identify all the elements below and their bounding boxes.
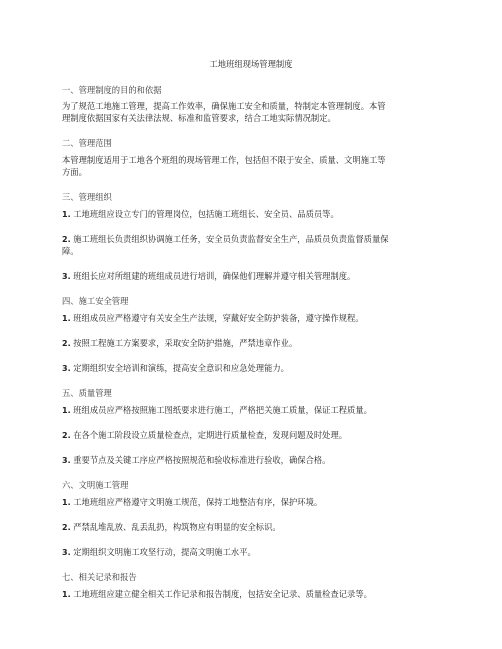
list-item	[62, 455, 442, 466]
item-number: 2.	[62, 339, 71, 348]
item-number: 3.	[62, 456, 71, 465]
paragraph-line: 障。	[62, 246, 79, 256]
item-text: 重要节点及关键工序应严格按照规范和验收标准进行验收，确保合格。	[73, 455, 331, 465]
section-heading: 四、施工安全管理	[62, 296, 129, 306]
item-number: 1.	[62, 210, 71, 219]
item-number: 1.	[62, 498, 71, 507]
paragraph-line: 理制度依据国家有关法律法规、标准和监管要求，结合工地实际情况制定。	[62, 113, 336, 123]
list-item	[62, 547, 442, 558]
item-text: 施工班组长负责组织协调施工任务，安全员负责监督安全生产，品质员负责监督质量保	[73, 234, 389, 244]
list-item	[62, 209, 442, 220]
item-text: 工地班组应设立专门的管理岗位，包括施工班组长、安全员、品质员等。	[73, 209, 339, 219]
item-text: 严禁乱堆乱放、乱丢乱扔，构筑物应有明显的安全标识。	[73, 522, 281, 532]
item-number: 3.	[62, 364, 71, 373]
item-number: 2.	[62, 523, 71, 532]
list-item	[62, 497, 442, 508]
list-item	[62, 430, 442, 441]
list-item	[62, 405, 442, 416]
section-heading: 六、文明施工管理	[62, 480, 129, 490]
section-heading: 七、相关记录和报告	[62, 572, 137, 582]
paragraph-line: 方面。	[62, 167, 87, 177]
paragraph-line: 为了规范工地施工管理，提高工作效率，确保施工安全和质量，特制定本管理制度。本管	[62, 101, 386, 111]
list-item	[62, 589, 442, 600]
item-number: 1.	[62, 590, 71, 599]
item-number: 2.	[62, 235, 71, 244]
list-item	[62, 271, 442, 282]
section-heading: 三、管理组织	[62, 192, 112, 202]
list-item	[62, 313, 442, 324]
list-item	[62, 363, 442, 374]
item-number: 3.	[62, 548, 71, 557]
item-text: 在各个施工阶段设立质量检查点，定期进行质量检查，发现问题及时处理。	[73, 430, 348, 440]
item-text: 班组成员应严格遵守有关安全生产法规，穿戴好安全防护装备，遵守操作规程。	[73, 313, 364, 323]
item-text: 工地班组应严格遵守文明施工规范，保持工地整洁有序，保护环境。	[73, 497, 323, 507]
section-heading: 五、质量管理	[62, 388, 112, 398]
item-text: 定期组织文明施工攻坚行动，提高文明施工水平。	[73, 547, 256, 557]
document-title: 工地班组现场管理制度	[209, 59, 293, 69]
item-number: 2.	[62, 431, 71, 440]
list-item	[62, 338, 442, 349]
item-number: 3.	[62, 272, 71, 281]
list-item	[62, 522, 442, 533]
item-number: 1.	[62, 406, 71, 415]
item-text: 按照工程施工方案要求，采取安全防护措施，严禁违章作业。	[73, 338, 298, 348]
section-heading: 二、管理范围	[62, 138, 112, 148]
item-number: 1.	[62, 314, 71, 323]
list-item	[62, 234, 442, 245]
section-heading: 一、管理制度的目的和依据	[62, 85, 162, 95]
item-text: 定期组织安全培训和演练，提高安全意识和应急处理能力。	[73, 363, 289, 373]
paragraph-line: 本管理制度适用于工地各个班组的现场管理工作，包括但不限于安全、质量、文明施工等	[62, 155, 386, 165]
item-text: 班组成员应严格按照施工图纸要求进行施工，严格把关施工质量，保证工程质量。	[73, 405, 372, 415]
item-text: 班组长应对所组建的班组成员进行培训，确保他们理解并遵守相关管理制度。	[73, 271, 356, 281]
item-text: 工地班组应建立健全相关工作记录和报告制度，包括安全记录、质量检查记录等。	[73, 589, 372, 599]
